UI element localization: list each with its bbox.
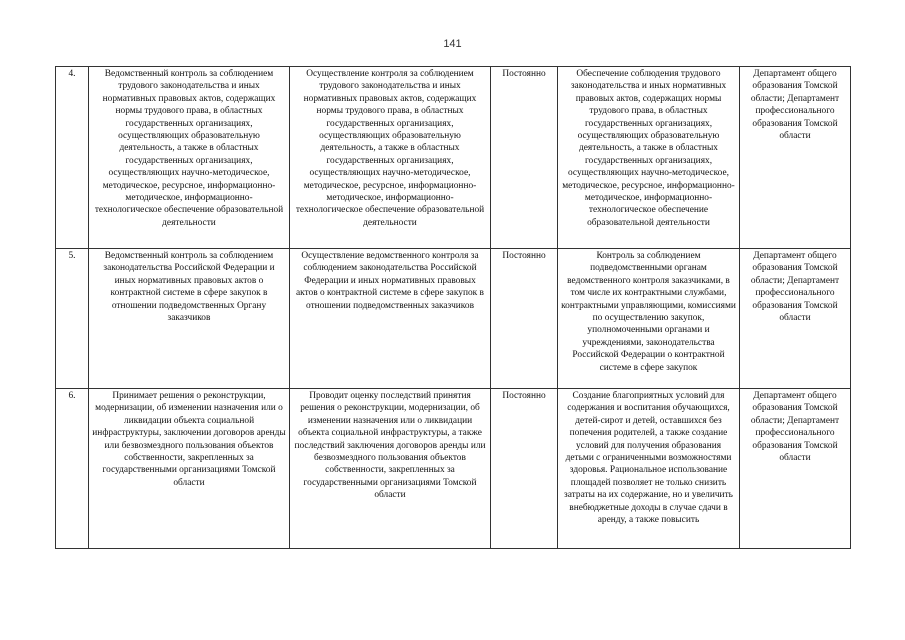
result-cell [558,67,740,249]
control-text: Ведомственный контроль за соблюдением трудового законодательства и иных нормативных правовых актов, содержащих нормы трудового права, в областных государственных организациях, осуществляющих образовательную деятельность, а также в областных государственных организациях, осуществляющих научно-методическое, методическое, ресурсное, информационно-методическое, информационно-технологическое обеспечение образовательной деятельности [94,69,284,228]
action-text: Осуществление ведомственного контроля за соблюдением законодательства Российской Федерации и иных нормативных правовых актов о контрактной системе в сфере закупок в отношении подведомственных заказчиков [295,251,484,311]
control-text: Ведомственный контроль за соблюдением законодательства Российской Федерации и иных нормативных правовых актов о контрактной системе в сфере закупок в отношении подведомственных Органу заказчиков [103,251,275,324]
control-cell [89,249,290,389]
period-cell: Постоянно [491,67,558,249]
responsible-cell [740,67,851,249]
action-cell [290,249,491,389]
action-text: Осуществление контроля за соблюдением трудового законодательства и иных нормативных правовых актов, содержащих нормы трудового права, в областных государственных организациях, осуществляющих образовательную деятельность, а также в областных государственных организациях, осуществляющих научно-методическое, методическое, ресурсное, информационно-методическое, информационно-технологическое обеспечение образовательной деятельности [295,69,485,228]
responsible-text: Департамент общего образования Томской области; Департамент профессионального образования Томской области [750,69,840,142]
action-text: Проводит оценку последствий принятия решения о реконструкции, модернизации, об изменении назначения или о ликвидации объекта социальной инфраструктуры, а также последствий заключения договоров аренды или безвозмездного пользования объектов собственности, закрепленных за государственными организациями Томской области [294,391,486,501]
control-cell [89,67,290,249]
result-text: Обеспечение соблюдения трудового законодательства и иных нормативных правовых актов, содержащих нормы трудового права, в областных государственных организациях, осуществляющих образовательную деятельность, а также в областных государственных организациях, осуществляющих научно-методическое, методическое, ресурсное, информационно-методическое, информационно-технологическое обеспечение образовательной деятельности [562,69,735,228]
period-cell: Постоянно [491,249,558,389]
responsible-text: Департамент общего образования Томской области; Департамент профессионального образования Томской области [750,391,840,464]
responsible-cell [740,389,851,549]
table-row [56,389,851,549]
row-number: 6. [56,389,89,549]
control-cell [89,389,290,549]
result-text: Контроль за соблюдением подведомственными органам ведомственного контроля заказчиками, в том числе их контрактными службами, контрактными управляющими, комиссиями по осуществлению закупок, уполномоченными органами и учреждениями, законодательства Российской Федерации о контрактной системе в сфере закупок [561,251,736,373]
table-row [56,67,851,249]
result-cell [558,249,740,389]
action-cell [290,67,491,249]
document-table [55,66,851,549]
row-number: 4. [56,67,89,249]
table-row [56,249,851,389]
action-cell [290,389,491,549]
result-cell [558,389,740,549]
period-cell: Постоянно [491,389,558,549]
control-text: Принимает решения о реконструкции, модернизации, об изменении назначения или о ликвидации объекта социальной инфраструктуры, заключении договоров аренды или безвозмездного пользования объектов собственности, закрепленных за государственными организациями Томской области [92,391,286,488]
responsible-cell [740,249,851,389]
result-text: Создание благоприятных условий для содержания и воспитания обучающихся, детей-сирот и детей, оставшихся без попечения родителей, а также создание условий для получения образования детьми с ограниченными возможностями здоровья. Рациональное использование площадей позволяет не только снизить затраты на их содержание, но и увеличить внебюджетные доходы в случае сдачи в аренду, а также повысить [564,391,733,526]
page-number: 141 [443,38,462,50]
responsible-text: Департамент общего образования Томской области; Департамент профессионального образования Томской области [750,251,840,324]
row-number: 5. [56,249,89,389]
